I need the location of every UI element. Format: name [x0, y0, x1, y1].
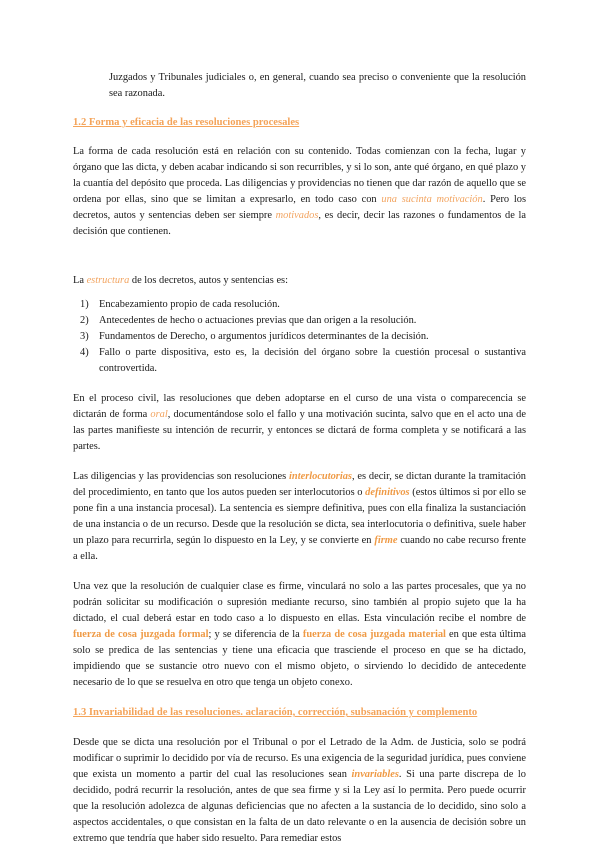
- cosa-juzgada-paragraph: Una vez que la resolución de cualquier clase es firme, vinculará no solo a las partes procesales, que ya no podrán solicitar su modificación o supresión mediante recurso, sino también al propio sujeto que la ha dictado, el cual deberá estar en todo caso a lo dispuesto en ellas. Esta vinculación recibe el nombre de fuerza de cosa juzgada formal; y se diferencia de la fuerza de cosa juzgada material en que esta última solo se predica de las sentencias y tiene una eficacia que trasciende el proceso en que se ha dictado, impidiendo que se sustancie otro nuevo con el mismo objeto, o sirviendo lo decidido de antecedente necesario de lo que se resuelva en otro que tenga un objeto conexo.: [73, 581, 526, 688]
- estructura-paragraph: La estructura de los decretos, autos y sentencias es:: [73, 275, 288, 286]
- section-heading-1-2: 1.2 Forma y eficacia de las resoluciones procesales: [73, 117, 300, 128]
- highlight-firme: firme: [374, 535, 398, 546]
- intro-continuation-paragraph: Juzgados y Tribunales judiciales o, en general, cuando sea preciso o conveniente que la resolución sea razonada.: [109, 72, 526, 99]
- list-item: 3) Fundamentos de Derecho, o argumentos jurídicos determinantes de la decisión.: [80, 331, 429, 342]
- highlight-sucinta-motivacion: una sucinta motivación: [381, 194, 483, 205]
- invariabilidad-paragraph: Desde que se dicta una resolución por el Tribunal o por el Letrado de la Adm. de Justicia, solo se podrá modificar o suprimir lo decidido por vía de recurso. Es una exigencia de la seguridad jurídica, pues conviene que exista un momento a partir del cual las resoluciones sean invariables. Si una parte discrepa de lo decidido, podrá recurrir la resolución, antes de que sea firme y si la Ley así lo permita. Pero puede ocurrir que la resolución adolezca de algunas deficiencias que no afecten a la sustancia de lo decidido, sino solo a aspectos accidentales, o que consistan en la falta de un dato relevante o en la ausencia de decisión sobre un extremo que tendría que haber sido resuelto. Para remediar estos: [73, 737, 527, 844]
- highlight-oral: oral: [150, 409, 168, 420]
- list-item: 2) Antecedentes de hecho o actuaciones previas que dan origen a la resolución.: [80, 315, 417, 326]
- highlight-cosa-juzgada-formal: fuerza de cosa juzgada formal: [73, 629, 209, 640]
- highlight-cosa-juzgada-material: fuerza de cosa juzgada material: [302, 629, 446, 640]
- proceso-civil-paragraph: En el proceso civil, las resoluciones que deben adoptarse en el curso de una vista o comparecencia se dictarán de forma oral, documentándose solo el fallo y una motivación sucinta, salvo que en el acto una de las partes manifieste su intención de recurrir, y entonces se dictará de forma completa y se notificará a las partes.: [73, 393, 526, 452]
- forma-paragraph: La forma de cada resolución está en relación con su contenido. Todas comienzan con la fecha, lugar y órgano que las dicta, y deben acabar indicando si son recurribles, y si lo son, ante qué órgano, en qué plazo y la cuantía del depósito que proceda. Las diligencias y providencias no tienen que dar razón de aquello que se ordena por ellas, sino que se limitan a expresarlo, en todo caso con una sucinta motivación. Pero los decretos, autos y sentencias deben ser siempre motivados, es decir, decir las razones o fundamentos de la decisión que contienen.: [73, 146, 527, 237]
- highlight-definitivos: definitivos: [365, 487, 410, 498]
- diligencias-paragraph: Las diligencias y las providencias son resoluciones interlocutorias, es decir, se dictan durante la tramitación del procedimiento, en tanto que los autos pueden ser interlocutorios o definitivos (estos últimos si por ello se pone fin a una instancia procesal). La sentencia es siempre definitiva, pues con ella finaliza la sustanciación de una instancia o de un recurso. Desde que la resolución se dicta, sea interlocutoria o definitiva, suele haber un plazo para recurrirla, según lo dispuesto en la Ley, y se convierte en firme cuando no cabe recurso frente a ella.: [73, 471, 526, 562]
- highlight-invariables: invariables: [351, 769, 399, 780]
- section-heading-1-3: 1.3 Invariabilidad de las resoluciones. aclaración, corrección, subsanación y complemento: [73, 707, 478, 718]
- list-item: 1) Encabezamiento propio de cada resolución.: [80, 299, 280, 310]
- highlight-motivados: motivados: [275, 210, 319, 221]
- document-body: [73, 70, 526, 847]
- estructura-list: [73, 297, 526, 377]
- highlight-estructura: estructura: [86, 275, 130, 286]
- list-item: 4) Fallo o parte dispositiva, esto es, la decisión del órgano sobre la cuestión procesal o sustantiva controvertida.: [80, 347, 526, 374]
- highlight-interlocutorias: interlocutorias: [289, 471, 352, 482]
